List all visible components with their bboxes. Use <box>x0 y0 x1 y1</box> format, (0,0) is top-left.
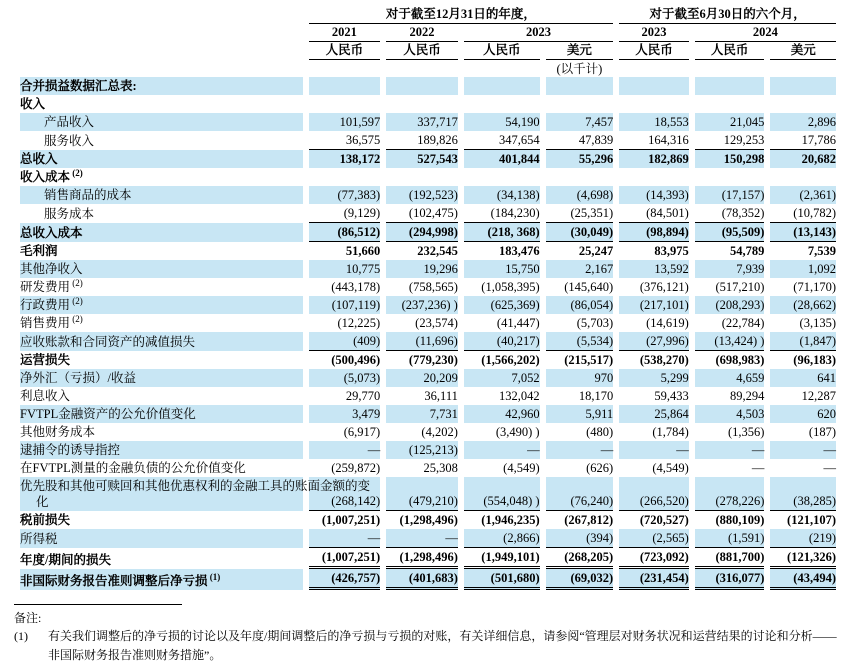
value-cell: 36,111 <box>424 389 458 403</box>
value-cell: (13,143) <box>770 223 836 242</box>
row-label: 收入 <box>20 97 46 111</box>
value-cell: (9,129) <box>309 204 381 223</box>
value-cell: (1,946,235) <box>481 513 540 527</box>
value-cell: 25,247 <box>578 244 614 258</box>
value-cell: (3,490) ) <box>495 425 540 439</box>
value-cell: (268,205) <box>546 548 614 569</box>
table-row <box>20 441 836 459</box>
value-cell: (5,073) <box>309 369 381 387</box>
table-row <box>20 477 836 511</box>
table-row <box>20 387 836 405</box>
value-cell: 5,299 <box>619 369 689 387</box>
row-label: 研发费用 $^{(2)}$ <box>20 277 83 294</box>
value-cell: 29,770 <box>345 389 381 403</box>
table-row <box>20 548 836 569</box>
value-cell: 54,789 <box>730 244 765 258</box>
income-statement-table <box>14 6 842 590</box>
value-cell: 19,296 <box>386 260 458 278</box>
value-cell: (376,121) <box>639 280 689 294</box>
value-cell: 7,052 <box>464 369 540 387</box>
value-cell: 12,287 <box>801 389 836 403</box>
value-cell: (625,369) <box>464 296 540 314</box>
value-cell: 15,750 <box>464 260 540 278</box>
value-cell <box>464 95 540 113</box>
value-cell: (1,949,101) <box>464 548 540 569</box>
value-cell: — <box>619 441 689 459</box>
value-cell: (501,680) <box>464 569 540 590</box>
value-cell: (215,517) <box>564 353 614 367</box>
value-cell: 18,170 <box>578 389 614 403</box>
value-cell: 20,682 <box>770 150 836 168</box>
table-row <box>20 529 836 548</box>
period-group-row <box>20 6 836 24</box>
value-cell <box>386 77 458 95</box>
value-cell <box>619 77 689 95</box>
value-cell: (1,298,496) <box>399 513 458 527</box>
table-row <box>20 168 836 186</box>
value-cell: (267,812) <box>564 513 614 527</box>
value-cell: (12,225) <box>337 316 381 330</box>
value-cell: 129,253 <box>695 131 765 150</box>
value-cell: 17,786 <box>770 131 836 150</box>
value-cell: (881,700) <box>695 548 765 569</box>
value-cell: (698,983) <box>715 353 765 367</box>
value-cell: (409) <box>309 332 381 351</box>
value-cell: 150,298 <box>695 150 765 168</box>
value-cell: 138,172 <box>309 150 381 168</box>
row-label: 毛利润 <box>20 244 58 258</box>
value-cell: (69,032) <box>546 569 614 590</box>
table-row <box>20 332 836 351</box>
value-cell: (4,549) <box>652 461 689 475</box>
value-cell <box>546 95 614 113</box>
row-label: 优先股和其他可赎回和其他优惠权利的金融工具的账面金额的变化 <box>20 479 371 509</box>
row-label: 净外汇（亏损）/收益 <box>20 369 303 387</box>
row-label: 年度/期间的损失 <box>20 553 111 567</box>
value-cell: 7,731 <box>386 405 458 423</box>
currency-col-7: 美元 <box>770 42 836 60</box>
value-cell: (2,361) <box>770 186 836 204</box>
value-cell: 25,864 <box>619 405 689 423</box>
value-cell: 970 <box>546 369 614 387</box>
value-cell: (25,351) <box>546 204 614 223</box>
value-cell: 401,844 <box>464 150 540 168</box>
value-cell: (1,298,496) <box>386 548 458 569</box>
value-cell: 7,539 <box>807 244 836 258</box>
value-cell: (720,527) <box>639 513 689 527</box>
value-cell: 2,167 <box>546 260 614 278</box>
table-body <box>20 77 836 590</box>
value-cell <box>464 77 540 95</box>
value-cell: (1,591) <box>695 529 765 548</box>
currency-col-6: 人民币 <box>695 42 765 60</box>
value-cell: (401,683) <box>386 569 458 590</box>
value-cell: (34,138) <box>464 186 540 204</box>
value-cell: (626) <box>586 461 614 475</box>
value-cell: (1,784) <box>652 425 689 439</box>
currency-row <box>20 42 836 60</box>
row-label: 利息收入 <box>20 389 71 403</box>
table-row <box>20 569 836 590</box>
value-cell: (13,424) ) <box>695 332 765 351</box>
table-header <box>20 6 836 77</box>
table-row <box>20 423 836 441</box>
value-cell: (184,230) <box>464 204 540 223</box>
year-2023-annual: 2023 <box>464 24 613 42</box>
value-cell: (5,534) <box>546 332 614 351</box>
currency-col-1: 人民币 <box>309 42 381 60</box>
year-2022: 2022 <box>386 24 458 42</box>
value-cell: (219) <box>770 529 836 548</box>
value-cell: 13,592 <box>619 260 689 278</box>
value-cell: 51,660 <box>345 244 381 258</box>
value-cell: (17,157) <box>695 186 765 204</box>
value-cell: 36,575 <box>309 131 381 150</box>
value-cell: 89,294 <box>730 389 765 403</box>
value-cell: (237,236) ) <box>386 296 458 314</box>
value-cell: (121,107) <box>787 513 836 527</box>
table-row <box>20 77 836 95</box>
value-cell <box>619 168 689 186</box>
row-label: 税前损失 <box>20 513 71 527</box>
value-cell: 183,476 <box>498 244 540 258</box>
value-cell <box>695 77 765 95</box>
header-spacer <box>20 60 540 77</box>
value-cell: (14,393) <box>619 186 689 204</box>
value-cell <box>546 77 614 95</box>
table-row <box>20 150 836 168</box>
value-cell: (208,293) <box>695 296 765 314</box>
value-cell: (86,054) <box>546 296 614 314</box>
table-row <box>20 113 836 131</box>
value-cell: (517,210) <box>715 280 765 294</box>
value-cell: 2,896 <box>770 113 836 131</box>
value-cell: (218, 368) <box>464 223 540 242</box>
value-cell: (125,213) <box>386 441 458 459</box>
footnote-item <box>14 627 846 665</box>
year-2023-interim: 2023 <box>619 24 689 42</box>
footnote-text: 有关我们调整后的净亏损的讨论以及年度/期间调整后的净亏损与亏损的对账，有关详细信息，请参阅“管理层对财务状况和运营结果的讨论和分析——非国际财务报告准则财务措施”。 <box>48 629 837 662</box>
value-cell: (479,210) <box>386 477 458 511</box>
value-cell: 182,869 <box>619 150 689 168</box>
row-label: 其他净收入 <box>20 260 303 278</box>
table-row <box>20 260 836 278</box>
table-row <box>20 296 836 314</box>
value-cell: 164,316 <box>619 131 689 150</box>
value-cell: 347,654 <box>464 131 540 150</box>
value-cell: (27,996) <box>619 332 689 351</box>
value-cell: (4,549) <box>503 461 540 475</box>
value-cell <box>770 77 836 95</box>
table-row <box>20 314 836 332</box>
value-cell: (723,092) <box>619 548 689 569</box>
row-label: 服务成本 <box>44 207 95 221</box>
value-cell: (1,058,395) <box>481 280 540 294</box>
value-cell: (10,782) <box>770 204 836 223</box>
row-label: 收入成本 $^{(2)}$ <box>20 167 83 184</box>
value-cell: (4,202) <box>421 425 458 439</box>
value-cell <box>695 168 765 186</box>
value-cell: 42,960 <box>464 405 540 423</box>
value-cell: (78,352) <box>695 204 765 223</box>
footnote-reference: (2) <box>70 277 83 288</box>
value-cell: 3,479 <box>309 405 381 423</box>
value-cell <box>309 95 381 113</box>
value-cell: 5,911 <box>546 405 614 423</box>
value-cell: 25,308 <box>423 461 458 475</box>
value-cell: (779,230) <box>408 353 458 367</box>
row-label: 应收账款和合同资产的减值损失 <box>20 332 303 351</box>
value-cell: (71,170) <box>793 280 836 294</box>
value-cell: (231,454) <box>619 569 689 590</box>
currency-col-3: 人民币 <box>464 42 540 60</box>
row-label: 其他财务成本 <box>20 425 96 439</box>
value-cell: (1,847) <box>770 332 836 351</box>
header-spacer <box>619 60 836 77</box>
value-cell: 21,045 <box>695 113 765 131</box>
footnote-divider <box>14 604 182 605</box>
value-cell: (14,619) <box>646 316 689 330</box>
value-cell: (480) <box>586 425 614 439</box>
row-label: 总收入 <box>20 150 303 168</box>
value-cell: (316,077) <box>695 569 765 590</box>
value-cell: (268,142) <box>309 477 381 511</box>
value-cell: 641 <box>770 369 836 387</box>
year-2024-interim: 2024 <box>695 24 836 42</box>
value-cell: — <box>386 529 458 548</box>
value-cell <box>546 168 614 186</box>
value-cell: (11,696) <box>386 332 458 351</box>
table-row <box>20 204 836 223</box>
value-cell: 10,775 <box>309 260 381 278</box>
value-cell: (107,119) <box>309 296 381 314</box>
header-spacer <box>20 24 303 42</box>
row-label: 所得税 <box>20 529 303 548</box>
value-cell: 189,826 <box>386 131 458 150</box>
row-label: 总收入成本 <box>20 223 303 242</box>
table-row <box>20 351 836 369</box>
table-row <box>20 131 836 150</box>
value-cell <box>464 168 540 186</box>
value-cell: (28,662) <box>770 296 836 314</box>
table-row <box>20 511 836 529</box>
row-label: 销售商品的成本 <box>20 186 303 204</box>
footnote-heading: 备注: <box>14 611 42 625</box>
value-cell: (84,501) <box>619 204 689 223</box>
value-cell: (1,007,251) <box>321 513 381 527</box>
value-cell <box>386 95 458 113</box>
value-cell: (426,757) <box>309 569 381 590</box>
value-cell: (259,872) <box>331 461 381 475</box>
row-label: 服务收入 <box>44 134 95 148</box>
table-row <box>20 186 836 204</box>
value-cell: 7,939 <box>695 260 765 278</box>
table-row <box>20 369 836 387</box>
value-cell: (1,566,202) <box>481 353 540 367</box>
row-label: 在FVTPL测量的金融负债的公允价值变化 <box>20 461 246 475</box>
year-row <box>20 24 836 42</box>
row-label: 行政费用 $^{(2)}$ <box>20 296 303 314</box>
value-cell: 4,659 <box>695 369 765 387</box>
value-cell: (294,998) <box>386 223 458 242</box>
value-cell: 232,545 <box>417 244 458 258</box>
table-row <box>20 95 836 113</box>
value-cell: (41,447) <box>496 316 540 330</box>
table-row <box>20 223 836 242</box>
value-cell: — <box>546 441 614 459</box>
currency-col-4: 美元 <box>546 42 614 60</box>
value-cell: (443,178) <box>331 280 381 294</box>
value-cell: 59,433 <box>654 389 689 403</box>
value-cell: 7,457 <box>546 113 614 131</box>
value-cell: (2,565) <box>619 529 689 548</box>
value-cell: 20,209 <box>386 369 458 387</box>
value-cell: (5,703) <box>576 316 614 330</box>
row-label: 产品收入 <box>20 113 303 131</box>
value-cell: (4,698) <box>546 186 614 204</box>
header-spacer <box>20 42 303 60</box>
value-cell: (278,226) <box>695 477 765 511</box>
value-cell: (98,894) <box>619 223 689 242</box>
value-cell: (76,240) <box>546 477 614 511</box>
value-cell <box>695 95 765 113</box>
year-2021: 2021 <box>309 24 381 42</box>
value-cell: (23,574) <box>415 316 458 330</box>
value-cell: — <box>823 461 836 475</box>
value-cell: 620 <box>770 405 836 423</box>
table-row <box>20 242 836 260</box>
value-cell: 18,553 <box>619 113 689 131</box>
value-cell: — <box>770 441 836 459</box>
value-cell: (217,101) <box>619 296 689 314</box>
value-cell: (145,640) <box>564 280 614 294</box>
value-cell <box>309 168 381 186</box>
value-cell: (6,917) <box>343 425 381 439</box>
footnote-reference: (2) <box>70 167 83 178</box>
value-cell: 1,092 <box>770 260 836 278</box>
value-cell: (2,866) <box>464 529 540 548</box>
value-cell: (77,383) <box>309 186 381 204</box>
value-cell: 55,296 <box>546 150 614 168</box>
value-cell: (538,270) <box>639 353 689 367</box>
value-cell: (102,475) <box>386 204 458 223</box>
value-cell: — <box>695 441 765 459</box>
value-cell: (38,285) <box>770 477 836 511</box>
value-cell: 337,717 <box>386 113 458 131</box>
value-cell <box>770 168 836 186</box>
value-cell: (554,048) ) <box>464 477 540 511</box>
value-cell: (40,217) <box>464 332 540 351</box>
footnote <box>14 604 846 665</box>
unit-note: (以千计) <box>556 62 603 76</box>
table-row <box>20 459 836 477</box>
value-cell <box>619 95 689 113</box>
value-cell: (95,509) <box>695 223 765 242</box>
value-cell: — <box>309 529 381 548</box>
value-cell <box>770 95 836 113</box>
row-label: 销售费用 $^{(2)}$ <box>20 313 83 330</box>
header-spacer <box>20 6 303 24</box>
value-cell: 132,042 <box>498 389 540 403</box>
value-cell: 83,975 <box>654 244 689 258</box>
row-label: 非国际财务报告准则调整后净亏损 $^{(1)}$ <box>20 569 303 590</box>
footnote-reference: (2) <box>70 295 83 306</box>
footnote-reference: (1) <box>207 571 221 582</box>
value-cell: (880,109) <box>715 513 765 527</box>
value-cell: 101,597 <box>309 113 381 131</box>
value-cell: (758,565) <box>408 280 458 294</box>
value-cell: (192,523) <box>386 186 458 204</box>
value-cell <box>386 168 458 186</box>
period-group-six-months: 对于截至6月30日的六个月， <box>619 6 836 24</box>
value-cell: 4,503 <box>695 405 765 423</box>
value-cell: (187) <box>808 425 836 439</box>
value-cell: 47,839 <box>546 131 614 150</box>
value-cell: (500,496) <box>331 353 381 367</box>
currency-col-5: 人民币 <box>619 42 689 60</box>
value-cell: — <box>751 461 765 475</box>
value-cell: (1,356) <box>727 425 765 439</box>
row-label: 合并损益数据汇总表: <box>20 77 303 95</box>
value-cell: 54,190 <box>464 113 540 131</box>
value-cell: (394) <box>546 529 614 548</box>
unit-note-row <box>20 60 836 77</box>
value-cell: (121,326) <box>770 548 836 569</box>
value-cell: — <box>464 441 540 459</box>
currency-col-2: 人民币 <box>386 42 458 60</box>
footnote-reference: (2) <box>70 313 83 324</box>
value-cell: (22,784) <box>721 316 765 330</box>
value-cell: (266,520) <box>619 477 689 511</box>
table-row <box>20 278 836 296</box>
value-cell: (1,007,251) <box>309 548 381 569</box>
value-cell: (86,512) <box>309 223 381 242</box>
value-cell: (3,135) <box>799 316 836 330</box>
value-cell <box>309 77 381 95</box>
row-label: 运营损失 <box>20 353 71 367</box>
value-cell: (30,049) <box>546 223 614 242</box>
value-cell: (43,494) <box>770 569 836 590</box>
table-row <box>20 405 836 423</box>
row-label: FVTPL金融资产的公允价值变化 <box>20 405 303 423</box>
footnote-marker: (1) <box>14 629 28 643</box>
value-cell: (96,183) <box>793 353 836 367</box>
value-cell: — <box>309 441 381 459</box>
row-label: 逮捕令的诱导指控 <box>20 441 303 459</box>
value-cell: 527,543 <box>386 150 458 168</box>
period-group-annual: 对于截至12月31日的年度， <box>309 6 614 24</box>
